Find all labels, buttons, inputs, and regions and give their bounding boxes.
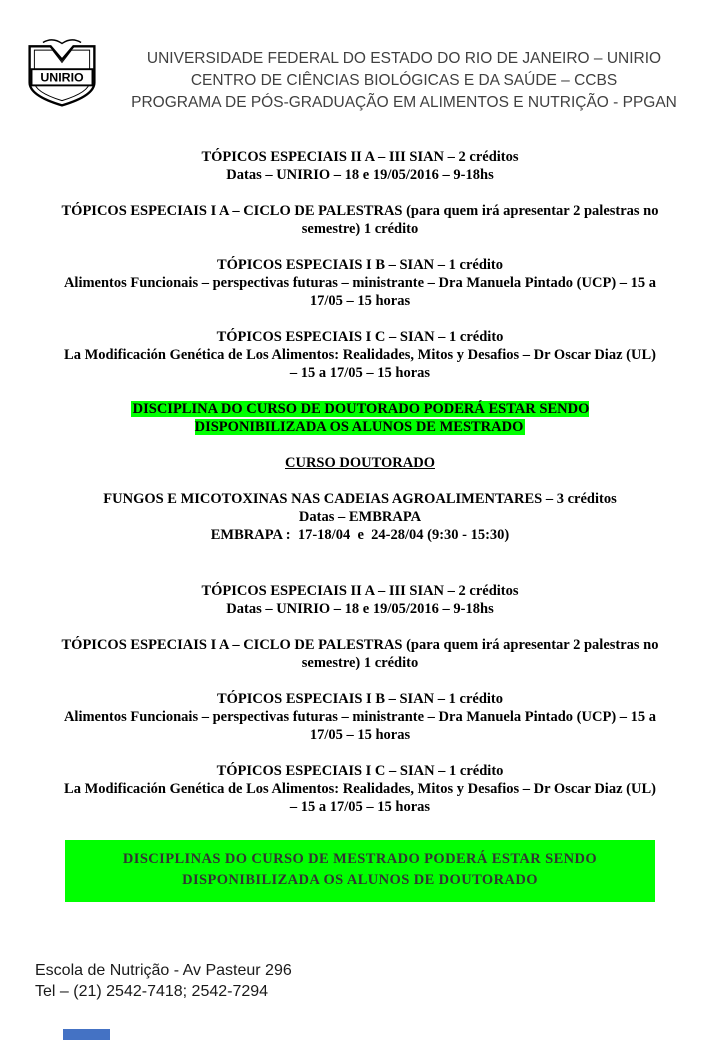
course-schedule: EMBRAPA : 17-18/04 e 24-28/04 (9:30 - 15:30) xyxy=(210,527,510,543)
course-fungos-micotoxinas xyxy=(60,490,660,544)
course-title: TÓPICOS ESPECIAIS I B – SIAN – 1 crédito xyxy=(216,257,503,273)
header-line-center: CENTRO DE CIÊNCIAS BIOLÓGICAS E DA SAÚDE – CCBS xyxy=(190,72,618,89)
course-details: Datas – UNIRIO – 18 e 19/05/2016 – 9-18hs xyxy=(226,601,494,617)
course-topicos-iia xyxy=(60,148,660,184)
course-topicos-ia-2 xyxy=(60,636,660,672)
unirio-crest-icon xyxy=(22,34,102,112)
notice-box-text: DISCIPLINAS DO CURSO DE MESTRADO PODERÁ ESTAR SENDO DISPONIBILIZADA OS ALUNOS DE DOUTORADO xyxy=(122,851,598,888)
course-topicos-iia-2 xyxy=(60,582,660,618)
doutorado-notice-box xyxy=(65,840,655,902)
document-header xyxy=(0,0,720,114)
mestrado-notice-highlight xyxy=(88,400,633,436)
header-line-university: UNIVERSIDADE FEDERAL DO ESTADO DO RIO DE JANEIRO – UNIRIO xyxy=(146,50,662,67)
course-title: TÓPICOS ESPECIAIS I C – SIAN – 1 crédito xyxy=(216,763,504,779)
course-topicos-ic-2 xyxy=(60,762,660,816)
course-details: Alimentos Funcionais – perspectivas futuras – ministrante – Dra Manuela Pintado (UCP) – 15 a 17/05 – 15 horas xyxy=(63,709,657,743)
course-topicos-ic xyxy=(60,328,660,382)
unirio-logo xyxy=(22,34,102,112)
course-details: Alimentos Funcionais – perspectivas futuras – ministrante – Dra Manuela Pintado (UCP) – 15 a 17/05 – 15 horas xyxy=(63,275,657,309)
course-title: TÓPICOS ESPECIAIS II A – III SIAN – 2 créditos xyxy=(201,149,519,165)
course-details: La Modificación Genética de Los Alimentos: Realidades, Mitos y Desafios – Dr Oscar Diaz (UL) – 15 a 17/05 – 15 horas xyxy=(64,347,656,381)
bottom-blue-fragment xyxy=(63,1029,110,1040)
course-title: FUNGOS E MICOTOXINAS NAS CADEIAS AGROALIMENTARES – 3 créditos xyxy=(103,491,617,507)
course-title: TÓPICOS ESPECIAIS I C – SIAN – 1 crédito xyxy=(216,329,504,345)
unirio-logo-text: UNIRIO xyxy=(40,70,84,85)
course-title: TÓPICOS ESPECIAIS I A – CICLO DE PALESTRAS (para quem irá apresentar 2 palestras no semestre) 1 crédito xyxy=(61,637,659,671)
course-details: La Modificación Genética de Los Alimentos: Realidades, Mitos y Desafios – Dr Oscar Diaz (UL) – 15 a 17/05 – 15 horas xyxy=(64,781,656,815)
course-title: TÓPICOS ESPECIAIS I A – CICLO DE PALESTRAS (para quem irá apresentar 2 palestras no semestre) 1 crédito xyxy=(61,203,659,237)
header-institution-block xyxy=(100,36,708,114)
course-topicos-ib-2 xyxy=(60,690,660,744)
footer-phone-line: Tel – (21) 2542-7418; 2542-7294 xyxy=(35,983,269,1000)
curso-doutorado-heading: CURSO DOUTORADO xyxy=(285,455,435,471)
footer-address-line: Escola de Nutrição - Av Pasteur 296 xyxy=(35,962,292,979)
highlighted-notice-text: DISCIPLINA DO CURSO DE DOUTORADO PODERÁ ESTAR SENDO DISPONIBILIZADA OS ALUNOS DE MESTRADO xyxy=(132,401,590,435)
course-topicos-ia xyxy=(60,202,660,238)
course-topicos-ib xyxy=(60,256,660,310)
course-title: TÓPICOS ESPECIAIS I B – SIAN – 1 crédito xyxy=(216,691,503,707)
course-title: TÓPICOS ESPECIAIS II A – III SIAN – 2 créditos xyxy=(201,583,519,599)
header-line-program: PROGRAMA DE PÓS-GRADUAÇÃO EM ALIMENTOS E NUTRIÇÃO - PPGAN xyxy=(131,94,677,111)
document-body xyxy=(0,148,720,902)
course-details: Datas – EMBRAPA xyxy=(298,509,422,525)
document-footer xyxy=(35,960,292,1002)
course-details: Datas – UNIRIO – 18 e 19/05/2016 – 9-18hs xyxy=(226,167,494,183)
